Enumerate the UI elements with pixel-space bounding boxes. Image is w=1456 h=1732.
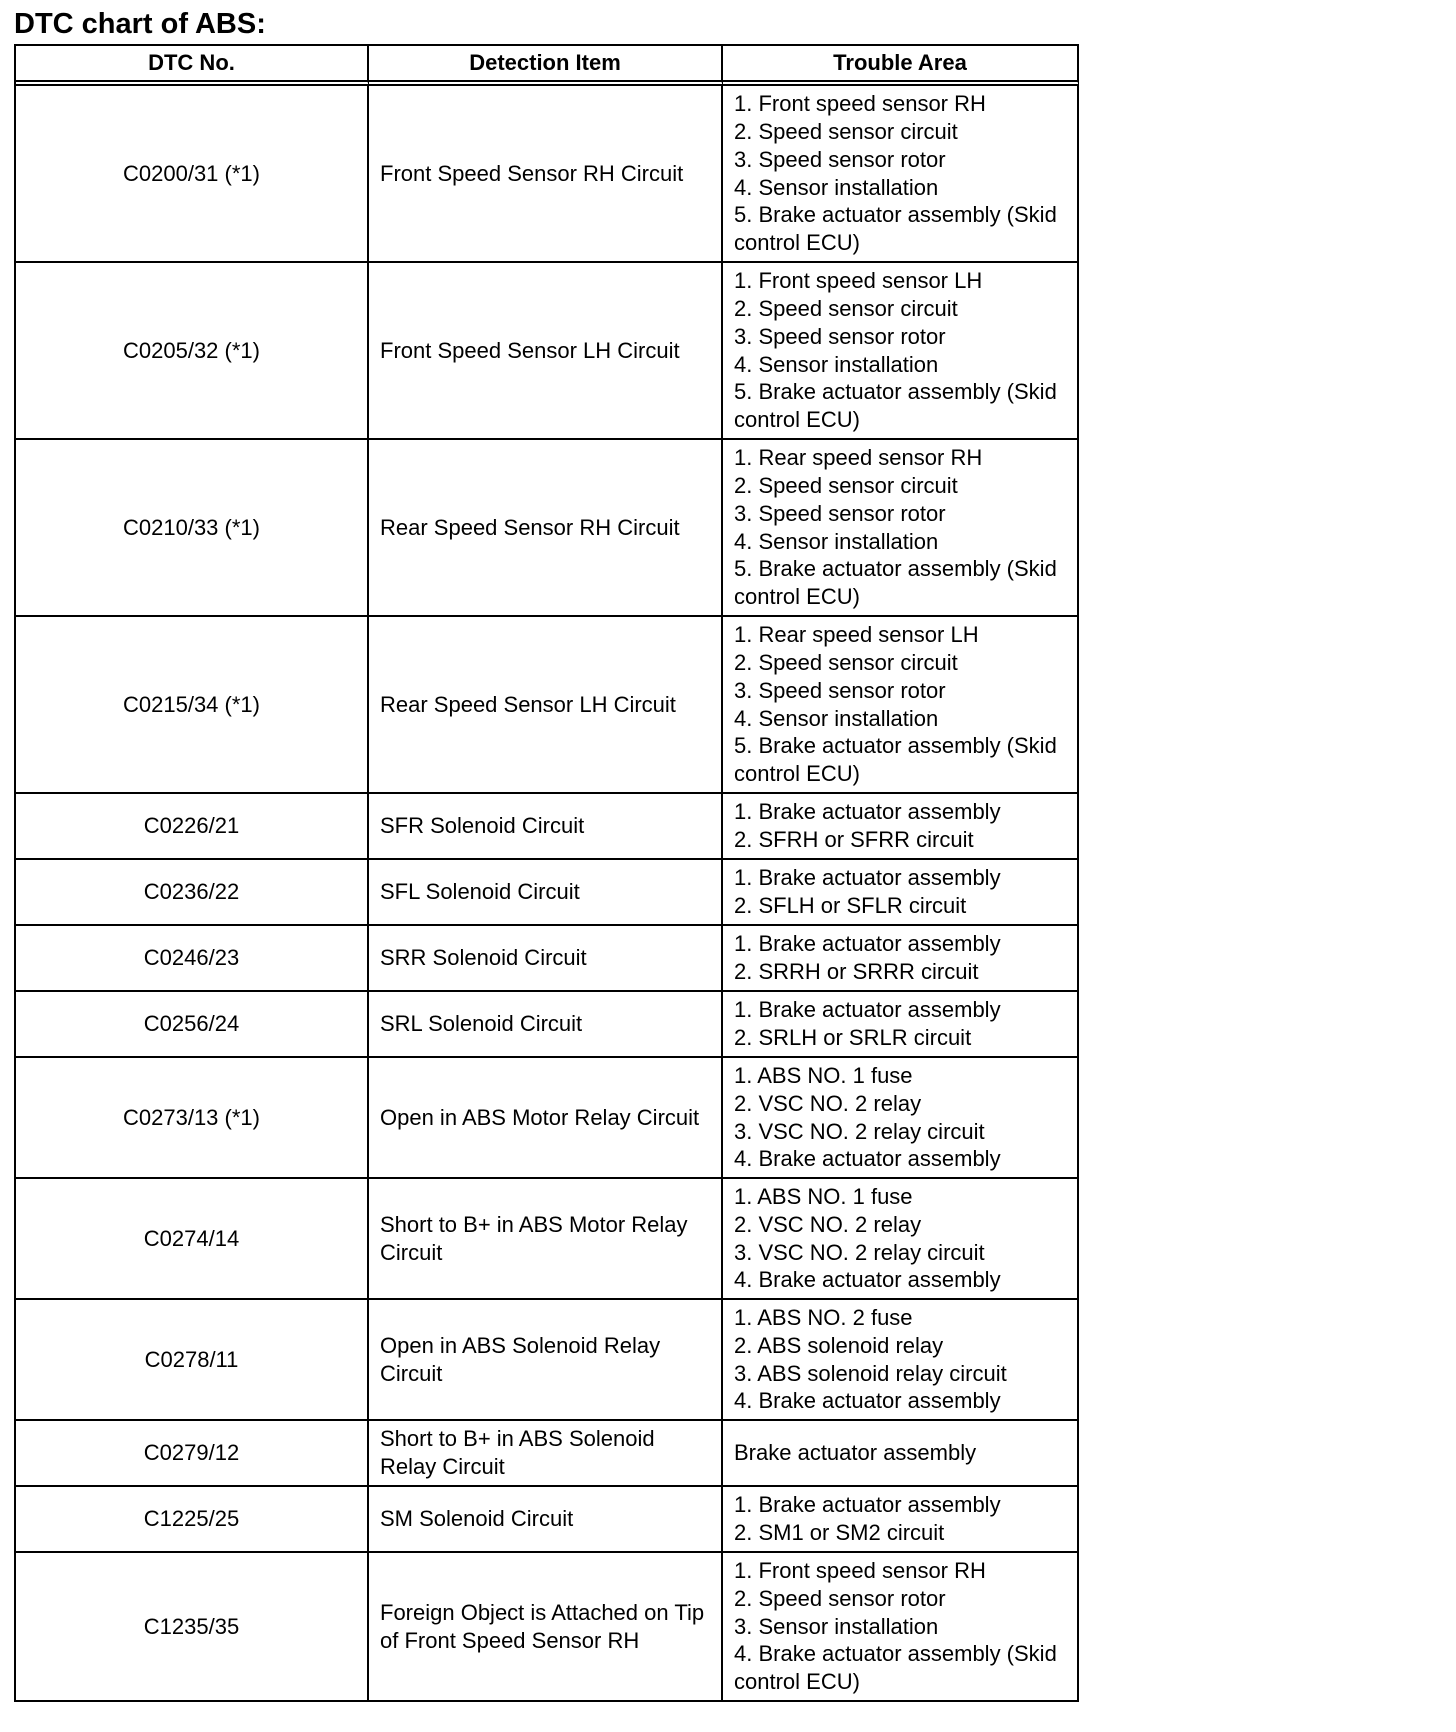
trouble-area-line: 2. Speed sensor circuit — [734, 295, 958, 321]
table-row — [16, 1553, 1079, 1702]
page-title: DTC chart of ABS: — [14, 8, 266, 40]
detection-item: Rear Speed Sensor LH Circuit — [369, 617, 723, 794]
trouble-area-line: 3. Sensor installation — [734, 1613, 939, 1639]
trouble-area-line: 3. Speed sensor rotor — [734, 677, 946, 703]
trouble-area-line: 4. Sensor installation — [734, 351, 939, 377]
trouble-area-line: 4. Brake actuator assembly (Skid control ECU) — [734, 1641, 1057, 1695]
trouble-area-line: 1. ABS NO. 1 fuse — [734, 1183, 913, 1209]
trouble-area-line: 1. Rear speed sensor RH — [734, 445, 983, 471]
detection-item: Front Speed Sensor RH Circuit — [369, 86, 723, 263]
detection-item: SFL Solenoid Circuit — [369, 860, 723, 926]
detection-item: SM Solenoid Circuit — [369, 1487, 723, 1553]
table-row — [16, 794, 1079, 860]
trouble-area — [723, 860, 1079, 926]
trouble-area — [723, 1058, 1079, 1179]
dtc-code: C0210/33 (*1) — [16, 440, 369, 617]
trouble-area-line: 5. Brake actuator assembly (Skid control ECU) — [734, 733, 1057, 787]
trouble-area-line: 4. Sensor installation — [734, 705, 939, 731]
trouble-area — [723, 1179, 1079, 1300]
detection-item: Short to B+ in ABS Solenoid Relay Circuit — [369, 1421, 723, 1487]
dtc-code: C0226/21 — [16, 794, 369, 860]
trouble-area — [723, 794, 1079, 860]
dtc-code: C0256/24 — [16, 992, 369, 1058]
dtc-code: C0215/34 (*1) — [16, 617, 369, 794]
detection-item: Front Speed Sensor LH Circuit — [369, 263, 723, 440]
trouble-area-line: 2. SRLH or SRLR circuit — [734, 1025, 972, 1050]
table-row — [16, 1058, 1079, 1179]
detection-item: Foreign Object is Attached on Tip of Front Speed Sensor RH — [369, 1553, 723, 1702]
trouble-area-line: 1. Front speed sensor LH — [734, 268, 983, 294]
table-row — [16, 263, 1079, 440]
trouble-area-line: 3. Speed sensor rotor — [734, 500, 946, 526]
table-row — [16, 86, 1079, 263]
dtc-code: C0200/31 (*1) — [16, 86, 369, 263]
trouble-area-line: 2. SFRH or SFRR circuit — [734, 827, 974, 852]
trouble-area — [723, 1487, 1079, 1553]
table-row — [16, 1421, 1079, 1487]
trouble-area-line: 2. Speed sensor circuit — [734, 649, 958, 675]
trouble-area-line: 3. VSC NO. 2 relay circuit — [734, 1118, 985, 1144]
dtc-table — [14, 44, 1079, 1702]
table-row — [16, 617, 1079, 794]
trouble-area-line: 4. Sensor installation — [734, 528, 939, 554]
dtc-code: C0279/12 — [16, 1421, 369, 1487]
trouble-area-line: 2. Speed sensor circuit — [734, 118, 958, 144]
trouble-area-line: 2. Speed sensor rotor — [734, 1585, 946, 1611]
table-row — [16, 860, 1079, 926]
trouble-area-line: 4. Brake actuator assembly — [734, 1146, 1001, 1172]
dtc-code: C1235/35 — [16, 1553, 369, 1702]
trouble-area — [723, 440, 1079, 617]
trouble-area-line: 2. Speed sensor circuit — [734, 472, 958, 498]
trouble-area — [723, 1300, 1079, 1421]
trouble-area-line: 3. ABS solenoid relay circuit — [734, 1360, 1007, 1386]
trouble-area-line: 2. SFLH or SFLR circuit — [734, 893, 967, 918]
trouble-area — [723, 1421, 1079, 1487]
detection-item: Open in ABS Motor Relay Circuit — [369, 1058, 723, 1179]
trouble-area-line: 2. ABS solenoid relay — [734, 1332, 944, 1358]
trouble-area-line: 1. Rear speed sensor LH — [734, 622, 979, 648]
table-row — [16, 440, 1079, 617]
dtc-code: C0205/32 (*1) — [16, 263, 369, 440]
trouble-area-line: 3. Speed sensor rotor — [734, 323, 946, 349]
trouble-area — [723, 86, 1079, 263]
trouble-area-line: 1. ABS NO. 1 fuse — [734, 1062, 913, 1088]
trouble-area-line: 1. Brake actuator assembly — [734, 1492, 1001, 1518]
trouble-area-line: 3. VSC NO. 2 relay circuit — [734, 1239, 985, 1265]
trouble-area-line: 4. Brake actuator assembly — [734, 1267, 1001, 1293]
dtc-code: C0273/13 (*1) — [16, 1058, 369, 1179]
trouble-area-line: 5. Brake actuator assembly (Skid control ECU) — [734, 202, 1057, 256]
trouble-area — [723, 1553, 1079, 1702]
trouble-area-line: 5. Brake actuator assembly (Skid control ECU) — [734, 379, 1057, 433]
table-row — [16, 1487, 1079, 1553]
detection-item: SRR Solenoid Circuit — [369, 926, 723, 992]
dtc-code: C1225/25 — [16, 1487, 369, 1553]
dtc-code: C0274/14 — [16, 1179, 369, 1300]
trouble-area-line: 1. Front speed sensor RH — [734, 91, 986, 117]
detection-item: Rear Speed Sensor RH Circuit — [369, 440, 723, 617]
dtc-code: C0278/11 — [16, 1300, 369, 1421]
header-dtc-no: DTC No. — [16, 46, 369, 86]
dtc-code: C0246/23 — [16, 926, 369, 992]
header-detection-item: Detection Item — [369, 46, 723, 86]
detection-item: SFR Solenoid Circuit — [369, 794, 723, 860]
trouble-area-line: 1. Brake actuator assembly — [734, 865, 1001, 891]
detection-item: Short to B+ in ABS Motor Relay Circuit — [369, 1179, 723, 1300]
trouble-area-line: 1. Front speed sensor RH — [734, 1558, 986, 1583]
header-trouble-area: Trouble Area — [723, 46, 1079, 86]
trouble-area-line: 2. VSC NO. 2 relay — [734, 1211, 922, 1237]
table-row — [16, 992, 1079, 1058]
table-header-row — [16, 46, 1079, 86]
trouble-area-line: 1. ABS NO. 2 fuse — [734, 1304, 913, 1330]
table-row — [16, 1300, 1079, 1421]
trouble-area-line: 4. Sensor installation — [734, 174, 939, 200]
dtc-code: C0236/22 — [16, 860, 369, 926]
trouble-area-line: 1. Brake actuator assembly — [734, 931, 1001, 957]
trouble-area-line: 2. SM1 or SM2 circuit — [734, 1520, 945, 1545]
trouble-area-line: Brake actuator assembly — [734, 1440, 977, 1466]
trouble-area-line: 4. Brake actuator assembly — [734, 1388, 1001, 1414]
trouble-area — [723, 992, 1079, 1058]
trouble-area-line: 5. Brake actuator assembly (Skid control ECU) — [734, 556, 1057, 610]
trouble-area — [723, 926, 1079, 992]
detection-item: SRL Solenoid Circuit — [369, 992, 723, 1058]
trouble-area — [723, 617, 1079, 794]
detection-item: Open in ABS Solenoid Relay Circuit — [369, 1300, 723, 1421]
trouble-area — [723, 263, 1079, 440]
trouble-area-line: 2. VSC NO. 2 relay — [734, 1090, 922, 1116]
table-row — [16, 1179, 1079, 1300]
trouble-area-line: 2. SRRH or SRRR circuit — [734, 959, 979, 984]
trouble-area-line: 3. Speed sensor rotor — [734, 146, 946, 172]
trouble-area-line: 1. Brake actuator assembly — [734, 997, 1001, 1023]
trouble-area-line: 1. Brake actuator assembly — [734, 799, 1001, 825]
table-row — [16, 926, 1079, 992]
